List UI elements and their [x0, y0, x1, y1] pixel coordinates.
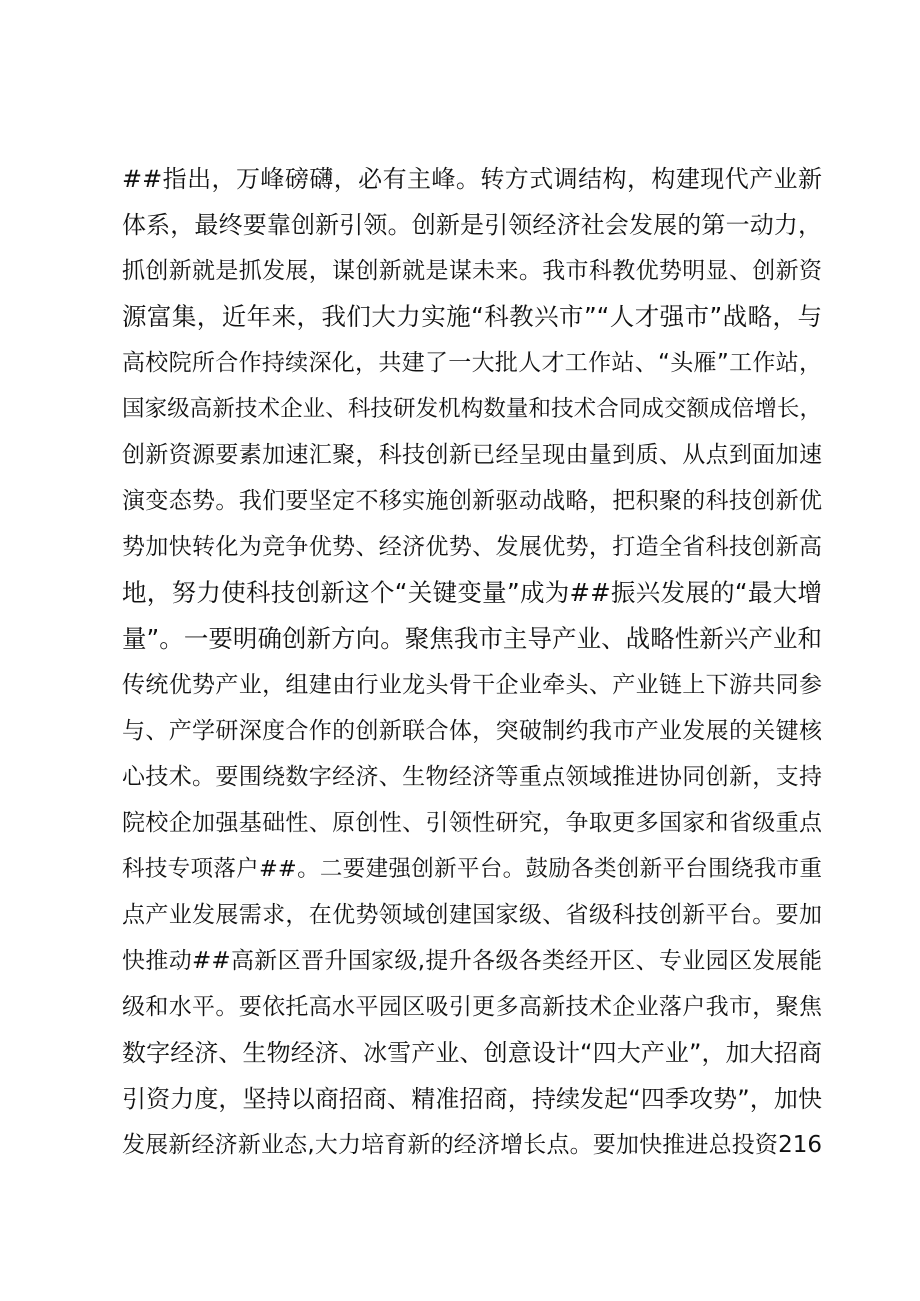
text-line: ##指出，万峰磅礴，必有主峰。转方式调结构，构建现代产业新 — [122, 165, 822, 193]
text-line: 源富集，近年来，我们大力实施“科教兴市”“人才强市”战略，与 — [122, 302, 822, 331]
text-line: 与、产学研深度合作的创新联合体，突破制约我市产业发展的关键核 — [122, 718, 822, 744]
text-line: 演变态势。我们要坚定不移实施创新驱动战略，把积聚的科技创新优 — [122, 488, 822, 514]
text-line: 级和水平。要依托高水平园区吸引更多高新技术企业落户我市，聚焦 — [122, 994, 822, 1020]
body-paragraph — [122, 156, 822, 1168]
text-line: 高校院所合作持续深化，共建了一大批人才工作站、“头雁”工作站， — [122, 350, 822, 376]
text-line: 抓创新就是抓发展，谋创新就是谋未来。我市科教优势明显、创新资 — [122, 258, 822, 284]
text-line: 引资力度，坚持以商招商、精准招商，持续发起“四季攻势”，加快 — [122, 1085, 822, 1113]
text-line: 体系，最终要靠创新引领。创新是引领经济社会发展的第一动力， — [122, 211, 822, 239]
text-line: 发展新经济新业态,大力培育新的经济增长点。要加快推进总投资216 — [122, 1132, 822, 1158]
text-line: 传统优势产业，组建由行业龙头骨干企业牵头、产业链上下游共同参 — [122, 672, 822, 698]
text-line: 数字经济、生物经济、冰雪产业、创意设计“四大产业”，加大招商 — [122, 1039, 822, 1067]
text-line: 国家级高新技术企业、科技研发机构数量和技术合同成交额成倍增长， — [122, 396, 822, 422]
text-line: 院校企加强基础性、原创性、引领性研究，争取更多国家和省级重点 — [122, 810, 822, 836]
text-line: 快推动##高新区晋升国家级,提升各级各类经开区、专业园区发展能 — [122, 948, 822, 974]
text-line: 地，努力使科技创新这个“关键变量”成为##振兴发展的“最大增 — [122, 578, 822, 607]
text-line: 创新资源要素加速汇聚，科技创新已经呈现由量到质、从点到面加速 — [122, 442, 822, 468]
text-line: 量”。一要明确创新方向。聚焦我市主导产业、战略性新兴产业和 — [122, 624, 822, 653]
text-line: 点产业发展需求，在优势领域创建国家级、省级科技创新平台。要加 — [122, 902, 822, 928]
text-line: 科技专项落户##。二要建强创新平台。鼓励各类创新平台围绕我市重 — [122, 856, 822, 882]
text-line: 心技术。要围绕数字经济、生物经济等重点领域推进协同创新，支持 — [122, 764, 822, 790]
text-line: 势加快转化为竞争优势、经济优势、发展优势，打造全省科技创新高 — [122, 534, 822, 560]
